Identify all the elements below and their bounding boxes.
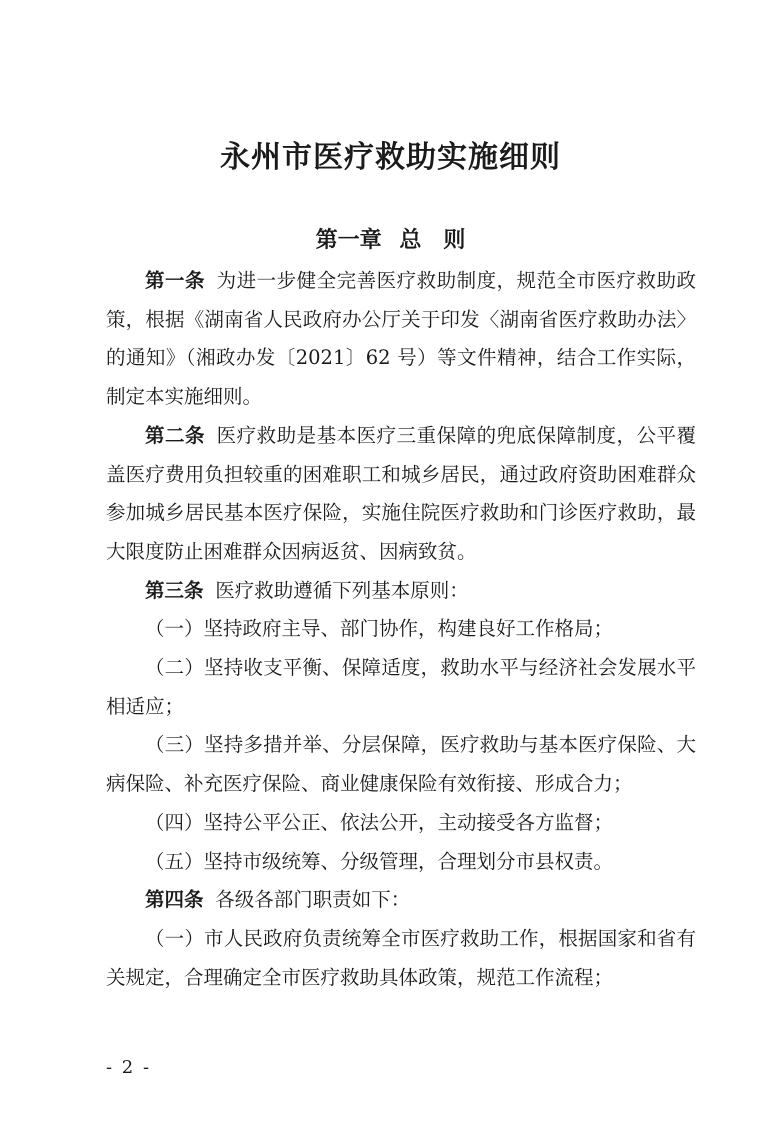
paragraph-text: （二）坚持收支平衡、保障适度，救助水平与经济社会发展水平相适应； — [106, 656, 696, 718]
paragraph-item — [106, 843, 696, 882]
paragraph-text: 医疗救助遵循下列基本原则： — [215, 578, 469, 602]
article-label: 第三条 — [145, 578, 204, 602]
paragraph-article-4 — [106, 881, 696, 920]
chapter-heading: 第一章 总 则 — [315, 227, 466, 253]
article-label: 第一条 — [145, 269, 205, 292]
paragraph-item — [106, 726, 696, 803]
paragraph-item — [106, 920, 696, 997]
paragraph-text: （三）坚持多措并举、分层保障，医疗救助与基本医疗保险、大病保险、补充医疗保险、商业健康保险有效衔接、形成合力； — [106, 733, 696, 796]
paragraph-text: 为进一步健全完善医疗救助制度，规范全市医疗救助政策，根据《湖南省人民政府办公厅关于印发〈湖南省医疗救助办法〉的通知》（湘政办发〔2021〕62 号）等文件精神，结合工作实际，制定本实施细则。 — [106, 269, 696, 409]
paragraph-item — [106, 804, 696, 843]
page-number: - 2 - — [106, 1057, 152, 1078]
paragraph-text: （五）坚持市级统筹、分级管理，合理划分市县权责。 — [145, 849, 614, 873]
document-title: 永州市医疗救助实施细则 — [220, 140, 561, 175]
article-label: 第二条 — [145, 423, 205, 447]
paragraph-article-3 — [106, 572, 696, 611]
paragraph-text: 医疗救助是基本医疗三重保障的兜底保障制度，公平覆盖医疗费用负担较重的困难职工和城乡居民，通过政府资助困难群众参加城乡居民基本医疗保险，实施住院医疗救助和门诊医疗救助，最大限度防止困难群众因病返贫、因病致贫。 — [106, 423, 696, 563]
paragraph-item — [106, 610, 696, 649]
paragraph-text: （一）坚持政府主导、部门协作，构建良好工作格局； — [145, 617, 614, 641]
paragraph-text: 各级各部门职责如下： — [215, 888, 411, 912]
document-body — [106, 262, 696, 997]
paragraph-item — [106, 649, 696, 726]
paragraph-article-2 — [106, 417, 696, 572]
paragraph-text: （四）坚持公平公正、依法公开，主动接受各方监督； — [145, 810, 614, 834]
paragraph-text: （一）市人民政府负责统筹全市医疗救助工作，根据国家和省有关规定，合理确定全市医疗救助具体政策，规范工作流程； — [106, 926, 696, 989]
paragraph-article-1 — [106, 262, 696, 417]
article-label: 第四条 — [145, 888, 204, 912]
